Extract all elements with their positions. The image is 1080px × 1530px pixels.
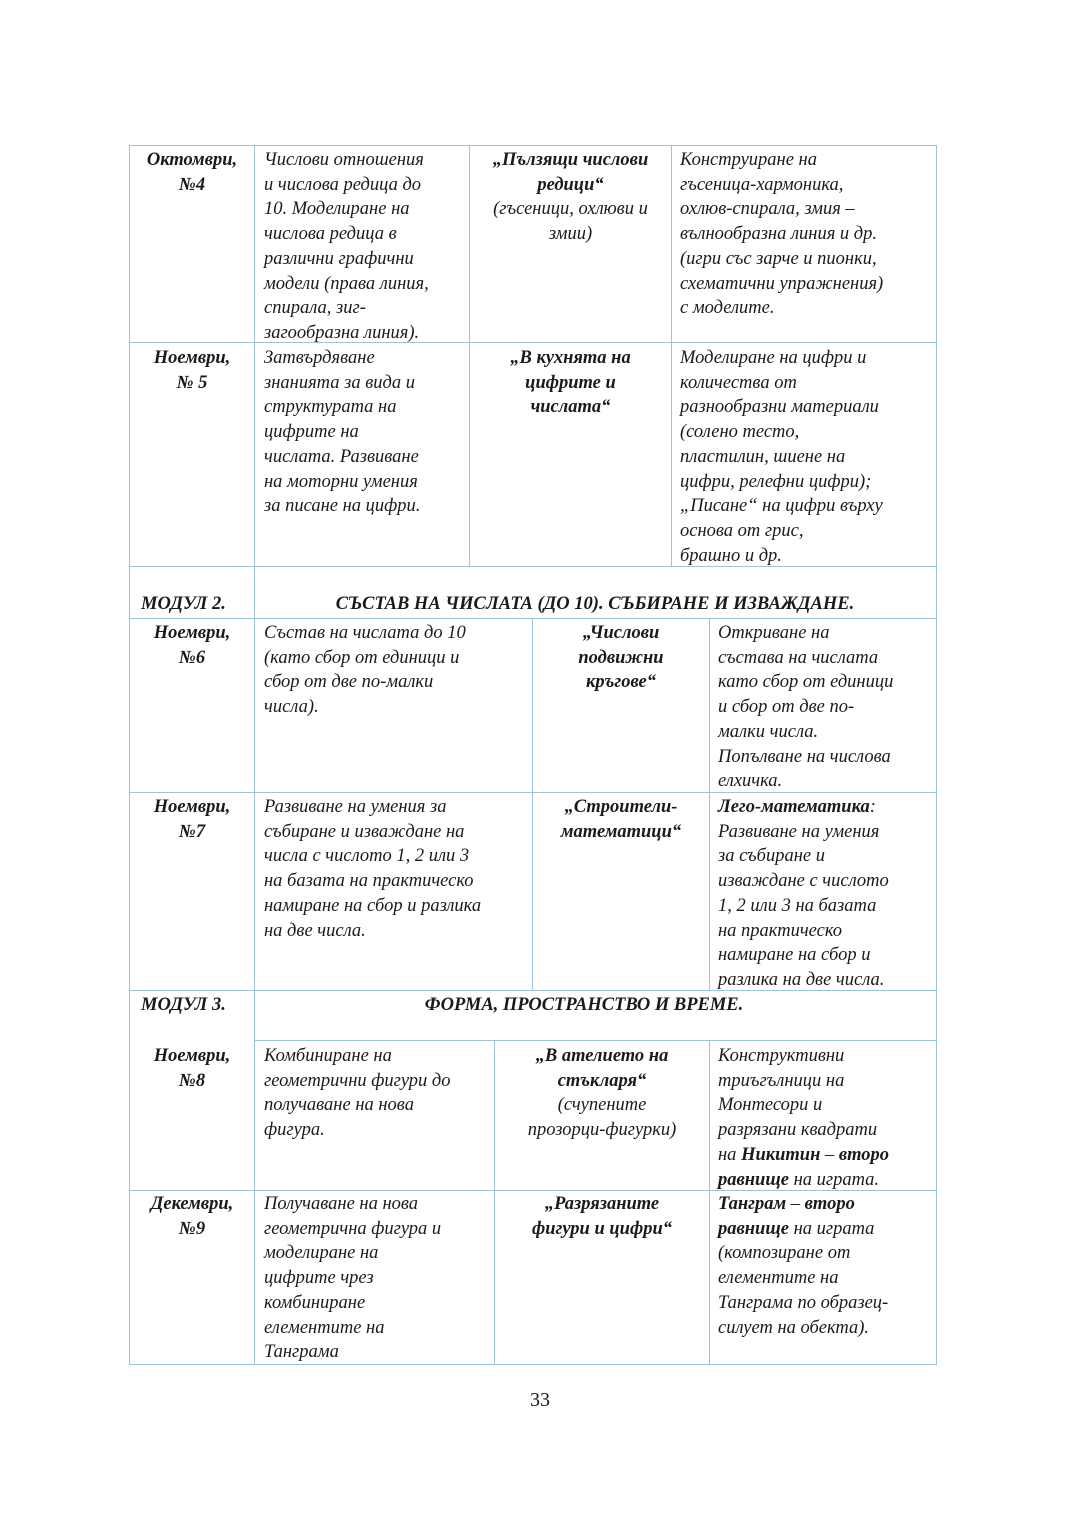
table-border-top <box>129 145 937 146</box>
activity-line: гъсеница-хармоника, <box>680 174 844 195</box>
column-divider <box>709 618 710 990</box>
goal-line: (като сбор от единици и <box>264 647 460 668</box>
topic-note-line: прозорци-фигурки) <box>527 1120 677 1141</box>
activity-line: брашно и др. <box>680 545 782 566</box>
row-month <box>130 1044 254 1093</box>
activity-line <box>718 1143 936 1168</box>
activity-bold: равнище <box>718 1169 789 1190</box>
activity-bold: второ <box>804 1194 855 1214</box>
goal-line: на моторни умения <box>264 471 418 492</box>
goal-line: структурата на <box>264 397 397 418</box>
row-divider <box>129 618 937 619</box>
topic-line: числата“ <box>530 397 611 418</box>
activity-text: на играта. <box>788 1169 880 1190</box>
activity-text: – <box>820 1144 839 1165</box>
activity-line: (композиране от <box>718 1243 851 1264</box>
row-divider <box>129 342 937 343</box>
month-name: Ноември, <box>153 797 231 817</box>
topic-note-line: змии) <box>548 224 593 245</box>
month-name: Ноември, <box>153 623 231 643</box>
goal-line: и числова редица до <box>264 174 422 195</box>
lesson-number: №8 <box>178 1070 206 1091</box>
activity-line: силует на обекта). <box>718 1317 870 1338</box>
activity-heading-colon: : <box>869 797 876 817</box>
activity-line: (солено тесто, <box>680 422 800 443</box>
goal-line: Развиване на умения за <box>264 797 447 817</box>
goal-line: събиране и изваждане на <box>264 821 465 842</box>
activity-line: цифри, релефни цифри); <box>680 471 872 492</box>
page-number: 33 <box>530 1389 550 1411</box>
activity-line: с моделите. <box>680 298 775 319</box>
row-month <box>130 1192 254 1241</box>
activity-line: триъгълници на <box>718 1070 845 1091</box>
table-border-left <box>129 145 130 1365</box>
row-topic <box>470 346 671 420</box>
activity-line: 1, 2 или 3 на базата <box>718 895 877 916</box>
activity-line: Конструиране на <box>680 150 817 170</box>
activity-line: елхичка. <box>718 771 783 792</box>
goal-line: загообразна линия). <box>264 322 420 343</box>
topic-line: кръгове“ <box>586 672 656 693</box>
lesson-number: № 5 <box>176 372 208 393</box>
goal-line: геометрична фигура и <box>264 1218 442 1239</box>
row-activity <box>680 148 936 321</box>
goal-line: спирала, зиг- <box>264 298 366 319</box>
activity-line: малки числа. <box>718 721 819 742</box>
activity-line: елементите на <box>718 1268 839 1289</box>
activity-line: количества от <box>680 372 797 393</box>
row-activity <box>680 346 936 568</box>
activity-line: Моделиране на цифри и <box>680 348 867 368</box>
activity-line: на практическо <box>718 920 843 941</box>
topic-note-line: (счупените <box>557 1095 647 1116</box>
month-name: Ноември, <box>153 348 231 368</box>
activity-line: Попълване на числова <box>718 746 891 767</box>
activity-line: (игри със зарче и пионки, <box>680 248 877 269</box>
column-divider <box>671 145 672 566</box>
activity-bold: Никитин <box>741 1144 821 1165</box>
activity-text: на играта <box>788 1218 875 1239</box>
activity-heading <box>718 795 936 820</box>
table-border-bottom <box>129 1364 937 1365</box>
month-name: Ноември, <box>153 1046 231 1066</box>
goal-line: цифрите на <box>264 422 359 443</box>
row-topic <box>533 621 709 695</box>
topic-line: цифрите и <box>525 372 616 393</box>
activity-line: основа от грис, <box>680 520 804 541</box>
activity-line: вълнообразна линия и др. <box>680 224 878 245</box>
module-label: МОДУЛ 2. <box>141 594 226 614</box>
goal-line: Състав на числата до 10 <box>264 623 466 643</box>
goal-line: за писане на цифри. <box>264 496 421 517</box>
month-name: Декември, <box>150 1194 234 1214</box>
topic-note-line: (гъсеници, охлюви и <box>493 199 648 220</box>
activity-line: изваждане с числото <box>718 871 889 892</box>
month-name: Октомври, <box>146 150 238 170</box>
activity-line: намиране на сбор и <box>718 945 871 966</box>
goal-line: числа). <box>264 697 319 718</box>
topic-line: „В ателието на <box>535 1046 669 1066</box>
column-divider <box>709 1040 710 1364</box>
row-goal <box>264 1044 494 1143</box>
goal-line: 10. Моделиране на <box>264 199 410 220</box>
topic-line: „Числови <box>582 623 660 643</box>
row-topic <box>495 1044 709 1143</box>
activity-line: Откриване на <box>718 623 830 643</box>
goal-line: Комбиниране на <box>264 1046 392 1066</box>
activity-line: схематични упражнения) <box>680 273 884 294</box>
goal-line: елементите на <box>264 1317 385 1338</box>
lesson-number: №4 <box>178 174 206 195</box>
topic-line: редици“ <box>537 174 604 195</box>
row-activity <box>718 1044 936 1192</box>
activity-line: „Писане“ на цифри върху <box>680 496 883 517</box>
lesson-number: №9 <box>178 1218 206 1239</box>
activity-line: Танграма по образец- <box>718 1292 889 1313</box>
activity-bold: Танграм <box>718 1194 787 1214</box>
goal-line: числата. Развиване <box>264 446 419 467</box>
row-divider <box>254 1040 937 1041</box>
goal-line: фигура. <box>264 1120 325 1141</box>
goal-line: намиране на сбор и разлика <box>264 895 482 916</box>
goal-line: сбор от две по-малки <box>264 672 434 693</box>
activity-bold: второ <box>838 1144 890 1165</box>
goal-line: на базата на практическо <box>264 871 474 892</box>
activity-line: състава на числата <box>718 647 879 668</box>
activity-line: като сбор от единици <box>718 672 894 693</box>
row-goal <box>264 795 532 943</box>
module-title: ФОРМА, ПРОСТРАНСТВО И ВРЕМЕ. <box>424 995 744 1015</box>
topic-line: „Пълзящи числови <box>492 150 649 170</box>
activity-line: за събиране и <box>718 846 825 867</box>
goal-line: различни графични <box>264 248 414 269</box>
row-goal <box>264 346 469 519</box>
activity-text: на <box>718 1144 742 1165</box>
activity-text: – <box>786 1194 805 1214</box>
goal-line: моделиране на <box>264 1243 379 1264</box>
activity-line: Развиване на умения <box>718 821 880 842</box>
goal-line: модели (права линия, <box>264 273 429 294</box>
row-goal <box>264 1192 494 1365</box>
topic-line: „В кухнята на <box>510 348 631 368</box>
goal-line: комбиниране <box>264 1292 366 1313</box>
topic-line: подвижни <box>578 647 664 668</box>
goal-line: получаване на нова <box>264 1095 414 1116</box>
activity-line: разлика на две числа. <box>718 969 885 990</box>
activity-heading-bold: Лего-математика <box>718 797 870 817</box>
table-border-right <box>936 145 937 1365</box>
row-activity <box>718 621 936 794</box>
row-topic <box>533 795 709 844</box>
activity-line: охлюв-спирала, змия – <box>680 199 855 220</box>
goal-line: геометрични фигури до <box>264 1070 451 1091</box>
goal-line: Танграма <box>264 1342 339 1363</box>
goal-line: знанията за вида и <box>264 372 415 393</box>
row-month <box>130 148 254 197</box>
topic-line: „Строители- <box>564 797 678 817</box>
activity-line <box>718 1217 936 1242</box>
row-goal <box>264 621 532 720</box>
goal-line: Числови отношения <box>264 150 424 170</box>
goal-line: числа с числото 1, 2 или 3 <box>264 846 470 867</box>
activity-line: пластилин, шиене на <box>680 446 846 467</box>
topic-line: фигури и цифри“ <box>531 1218 672 1239</box>
module-label: МОДУЛ 3. <box>141 995 226 1015</box>
row-activity <box>718 1192 936 1340</box>
topic-line: „Разрязаните <box>544 1194 660 1214</box>
activity-line <box>718 1192 936 1217</box>
topic-line: математици“ <box>560 821 682 842</box>
activity-line: разнообразни материали <box>680 397 879 418</box>
lesson-number: №6 <box>178 647 206 668</box>
goal-line: цифрите чрез <box>264 1268 374 1289</box>
goal-line: Затвърдяване <box>264 348 375 368</box>
row-topic <box>470 148 671 247</box>
activity-line: Конструктивни <box>718 1046 845 1066</box>
row-month <box>130 795 254 844</box>
lesson-number: №7 <box>178 821 206 842</box>
month-column-divider <box>254 145 255 1365</box>
row-activity <box>718 795 936 993</box>
goal-line: Получаване на нова <box>264 1194 419 1214</box>
row-goal <box>264 148 469 346</box>
goal-line: числова редица в <box>264 224 397 245</box>
activity-line: и сбор от две по- <box>718 697 855 718</box>
row-month <box>130 346 254 395</box>
activity-line: разрязани квадрати <box>718 1120 878 1141</box>
goal-line: на две числа. <box>264 920 366 941</box>
activity-line: Монтесори и <box>718 1095 823 1116</box>
topic-line: стъкларя“ <box>557 1070 647 1091</box>
row-topic <box>495 1192 709 1241</box>
module-title: СЪСТАВ НА ЧИСЛАТА (ДО 10). СЪБИРАНЕ И ИЗВАЖДАНЕ. <box>335 594 855 614</box>
activity-bold: равнище <box>718 1218 789 1239</box>
row-month <box>130 621 254 670</box>
activity-line <box>718 1168 936 1193</box>
